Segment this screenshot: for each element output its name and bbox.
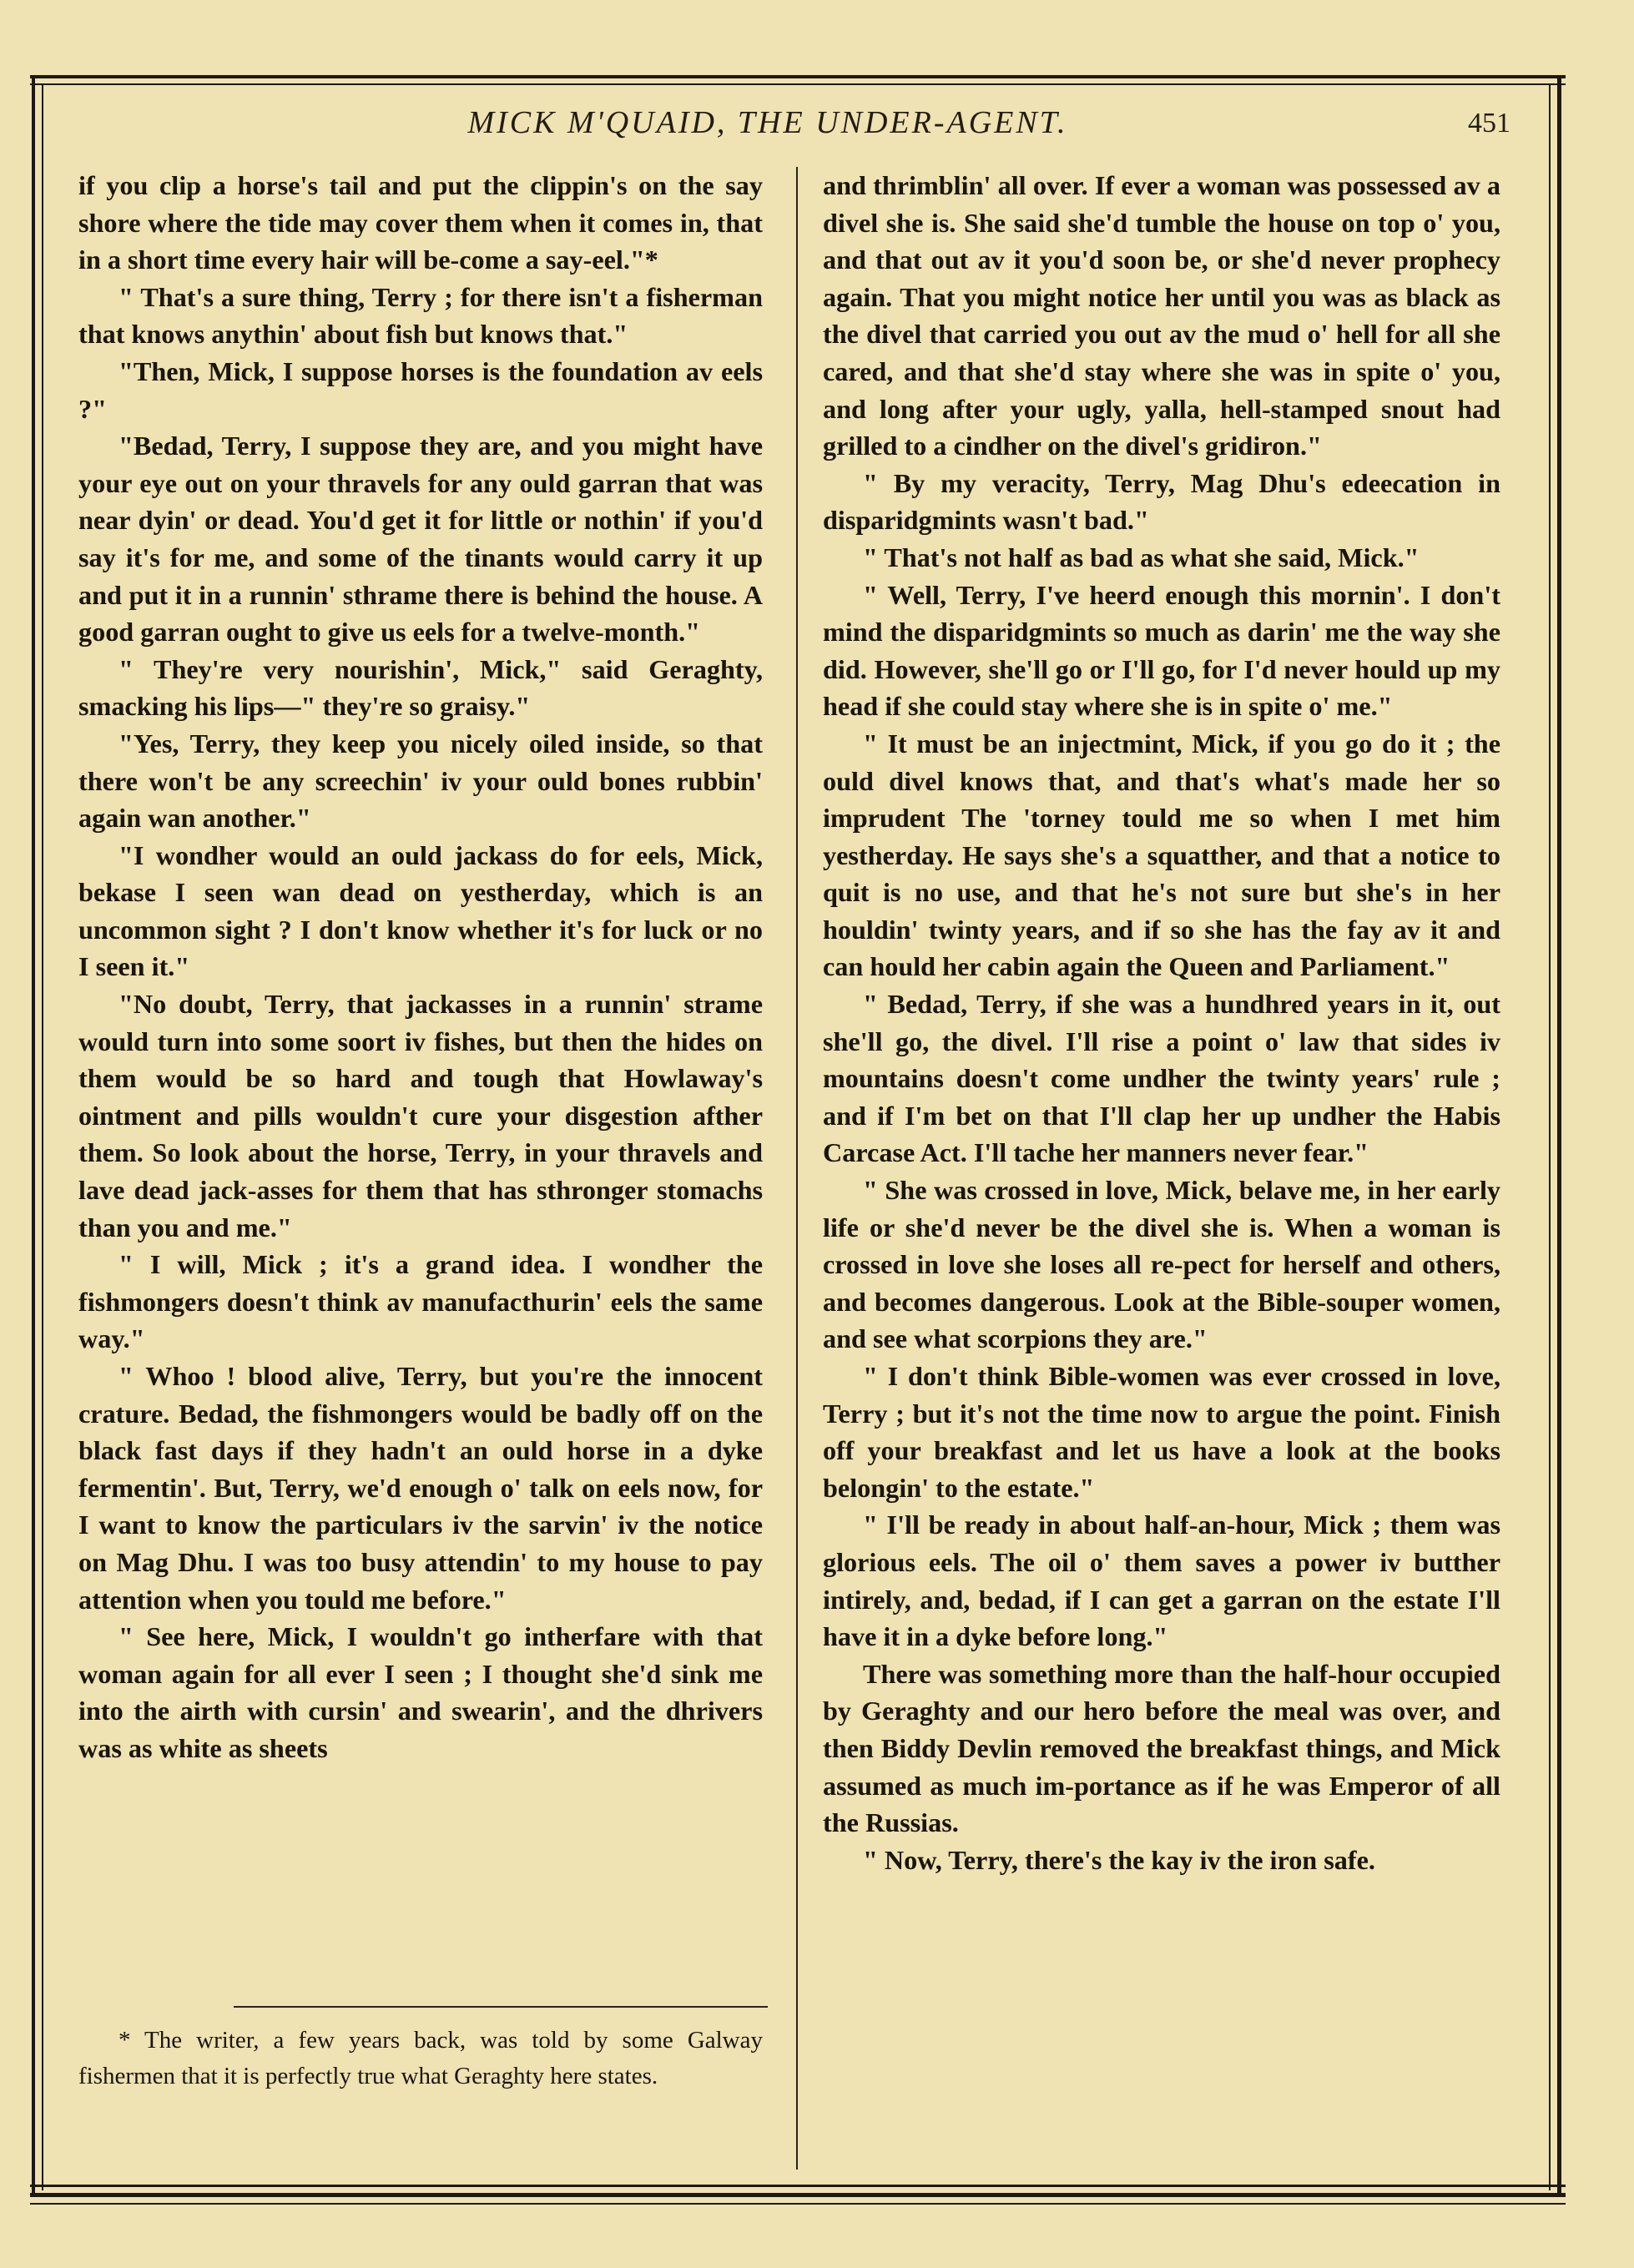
paragraph: "Yes, Terry, they keep you nicely oiled inside, so that there won't be any screechin' iv your ould bones rubbin' again wan another." [78, 728, 763, 834]
left-frame-line [32, 77, 35, 2196]
page-header [58, 104, 1510, 154]
paragraph: "I wondher would an ould jackass do for eels, Mick, bekase I seen wan dead on yestherday, which is an uncommon sight ? I don't know whether it's for luck or no I seen it." [78, 839, 763, 982]
paragraph: " By my veracity, Terry, Mag Dhu's edeecation in disparidgmints wasn't bad." [823, 467, 1500, 536]
paragraph: There was something more than the half-hour occupied by Geraghty and our hero before the meal was over, and then Biddy Devlin removed the breakfast things, and Mick assumed as much im-portance as if he was Emperor of all the Russias. [823, 1658, 1500, 1838]
paragraph: " I will, Mick ; it's a grand idea. I wondher the fishmongers doesn't think av manufacthurin' eels the same way." [78, 1249, 763, 1354]
right-frame-line [1557, 77, 1561, 2196]
bottom-rule-thin [30, 2203, 1566, 2205]
paragraph: " It must be an injectmint, Mick, if you go do it ; the ould divel knows that, and that's what's made her so imprudent The 'torney tould me so when I met him yestherday. He says she's a squatther, and that a notice to quit is no use, and that he's not sure but she's in her houldin' twinty years, and if so she has the fay av it and can hould her cabin again the Queen and Parliament." [823, 728, 1500, 982]
page-number: 451 [1468, 108, 1510, 139]
paragraph: " That's a sure thing, Terry ; for there isn't a fisherman that knows anythin' about fish but knows that." [78, 281, 763, 350]
footnote-text: * The writer, a few years back, was told by some Galway fishermen that it is perfectly true what Geraghty here states. [78, 2027, 763, 2089]
paragraph: " I'll be ready in about half-an-hour, Mick ; them was glorious eels. The oil o' them saves a power iv butther intirely, and, bedad, if I can get a garran on the estate I'll have it in a dyke before long." [823, 1509, 1500, 1652]
column-divider [796, 167, 798, 2170]
footnote [78, 2023, 763, 2094]
top-rule-thin [30, 83, 1566, 85]
paragraph: " See here, Mick, I wouldn't go intherfare with that woman again for all ever I seen ; I thought she'd sink me into the airth with cursin' and swearin', and the dhrivers was as white as sheets [78, 1621, 763, 1763]
paragraph: " Now, Terry, there's the kay iv the iron safe. [863, 1844, 1375, 1875]
left-column [78, 167, 763, 1767]
paragraph: " I don't think Bible-women was ever crossed in love, Terry ; but it's not the time now to argue the point. Finish off your breakfast and let us have a look at the books belongin' to the estate." [823, 1361, 1500, 1503]
bottom-rule-thick [30, 2193, 1566, 2197]
paragraph: "No doubt, Terry, that jackasses in a runnin' strame would turn into some soort iv fishes, but then the hides on them would be so hard and tough that Howlaway's ointment and pills wouldn't cure your disgestion afther them. So look about the horse, Terry, in your thravels and lave dead jack-asses for them that has sthronger stomachs than you and me." [78, 989, 763, 1242]
paragraph: " Whoo ! blood alive, Terry, but you're the innocent crature. Bedad, the fishmongers would be badly off on the black fast days if they hadn't an ould horse in a dyke fermentin'. But, Terry, we'd enough o' talk on eels now, for I want to know the particulars iv the sarvin' iv the notice on Mag Dhu. I was too busy attendin' to my house to pay attention when you tould me before." [78, 1361, 763, 1615]
top-rule [30, 75, 1566, 78]
paragraph: " That's not half as bad as what she said, Mick." [863, 542, 1420, 572]
right-frame-line-thin [1549, 83, 1551, 2190]
paragraph: and thrimblin' all over. If ever a woman was possessed av a divel she is. She said she'd tumble the house on top o' you, and that out av it you'd soon be, or she'd never prophecy again. That you might notice her until you was as black as the divel that carried you out av the mud o' hell for all she cared, and that she'd stay where she was in spite o' you, and long after your ugly, yalla, hell-stamped snout had grilled to a cindher on the divel's gridiron." [823, 170, 1500, 461]
paragraph: if you clip a horse's tail and put the clippin's on the say shore where the tide may cover them when it comes in, that in a short time every hair will be-come a say-eel."* [78, 170, 763, 275]
running-title: MICK M'QUAID, THE UNDER-AGENT. [467, 105, 1068, 140]
left-frame-line-thin [42, 83, 43, 2190]
paragraph: " Well, Terry, I've heerd enough this mornin'. I don't mind the disparidgmints so much as darin' me the way she did. However, she'll go or I'll go, for I'd never hould up my head if she could stay where she is in spite o' me." [823, 579, 1500, 722]
paragraph: "Then, Mick, I suppose horses is the foundation av eels ?" [78, 355, 763, 424]
footnote-rule [234, 2006, 768, 2008]
paragraph: "Bedad, Terry, I suppose they are, and you might have your eye out on your thravels for any ould garran that was near dyin' or dead. You'd get it for little or nothin' if you'd say it's for me, and some of the tinants would carry it up and put it in a runnin' sthrame there is behind the house. A good garran ought to give us eels for a twelve-month." [78, 431, 763, 648]
paragraph: " She was crossed in love, Mick, belave me, in her early life or she'd never be the divel she is. When a woman is crossed in love she loses all re-pect for herself and others, and becomes dangerous. Look at the Bible-souper women, and see what scorpions they are." [823, 1175, 1500, 1354]
bottom-rule [30, 2185, 1566, 2187]
paragraph: " Bedad, Terry, if she was a hundhred years in it, out she'll go, the divel. I'll rise a point o' law that sides iv mountains doesn't come undher the twinty years' rule ; and if I'm bet on that I'll clap her up undher the Habis Carcase Act. I'll tache her manners never fear." [823, 989, 1500, 1168]
paragraph: " They're very nourishin', Mick," said Geraghty, smacking his lips—" they're so graisy." [78, 653, 763, 722]
right-column [823, 167, 1500, 1878]
